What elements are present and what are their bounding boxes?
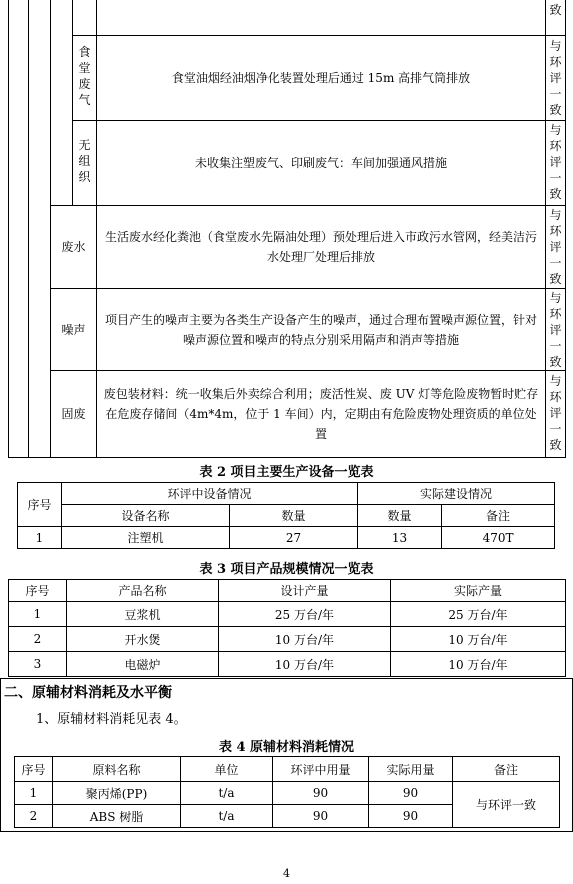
table-row (15, 782, 560, 805)
table2-header-note: 备注 (442, 505, 555, 527)
table-row (9, 602, 566, 627)
table4-cell: 90 (273, 782, 369, 805)
section-heading: 二、原辅材料消耗及水平衡 (4, 685, 172, 701)
table3-header: 产品名称 (67, 580, 219, 602)
table3-cell: 25 万台/年 (219, 602, 391, 627)
measure-cell: 未收集注塑废气、印刷废气：车间加强通风措施 (194, 156, 447, 170)
table2-header-name: 设备名称 (62, 505, 230, 527)
table3-cell: 10 万台/年 (391, 652, 566, 677)
table4-cell: 1 (15, 782, 53, 805)
table3-cell: 1 (9, 602, 67, 627)
table3-cell: 10 万台/年 (219, 627, 391, 652)
table3-header: 设计产量 (219, 580, 391, 602)
table-row (18, 527, 555, 549)
table3-caption: 表 3 项目产品规模情况一览表 (199, 562, 374, 577)
table4-cell: 90 (369, 805, 453, 828)
table4-caption: 表 4 原辅材料消耗情况 (218, 740, 355, 755)
table3-header: 实际产量 (391, 580, 566, 602)
table4-cell: 聚丙烯(PP) (53, 782, 181, 805)
table2-cell: 1 (18, 527, 62, 549)
status-cell: 与 环 评 一 致 (549, 291, 562, 369)
measure-cell: 生活废水经化粪池（食堂废水先隔油处理）预处理后进入市政污水管网，经美洁污水处理厂处理后排放 (104, 230, 537, 264)
table-row (9, 652, 566, 677)
category-cell: 固废 (61, 407, 86, 421)
measure-cell: 废包装材料：统一收集后外卖综合利用；废活性炭、废 UV 灯等危险废物暂时贮存在危废存储间（4m*4m，位于 1 车间）内，定期由有危险废物处理资质的单位处置 (103, 387, 539, 441)
table4-cell: 2 (15, 805, 53, 828)
table3-header: 序号 (9, 580, 67, 602)
table4-header: 单位 (181, 757, 273, 782)
table3 (8, 579, 566, 677)
measure-cell: 食堂油烟经油烟净化装置处理后通过 15m 高排气筒排放 (171, 71, 471, 85)
table3-cell: 开水煲 (67, 627, 219, 652)
table2-header-seq: 序号 (18, 483, 62, 527)
category-cell: 无 组 织 (78, 138, 91, 184)
table3-cell: 3 (9, 652, 67, 677)
table4-header: 备注 (453, 757, 560, 782)
category-cell: 食 堂 废 气 (78, 45, 91, 107)
table2 (17, 482, 555, 549)
table4-cell: 90 (369, 782, 453, 805)
table2-header-actual: 实际建设情况 (358, 483, 555, 505)
table-row (9, 627, 566, 652)
table4 (14, 756, 560, 828)
table4-header: 实际用量 (369, 757, 453, 782)
table2-cell: 470T (442, 527, 555, 549)
table2-cell: 注塑机 (62, 527, 230, 549)
table2-cell: 27 (230, 527, 358, 549)
section-paragraph: 1、原辅材料消耗见表 4。 (36, 712, 187, 727)
status-cell: 与 环 评 一 致 (549, 374, 562, 452)
table4-cell: t/a (181, 782, 273, 805)
table4-note: 与环评一致 (453, 782, 560, 828)
category-cell: 噪声 (61, 322, 86, 337)
table3-cell: 10 万台/年 (219, 652, 391, 677)
table4-cell: t/a (181, 805, 273, 828)
page-number: 4 (283, 867, 290, 880)
status-cell: 与 环 评 一 致 (549, 123, 562, 201)
table3-cell: 10 万台/年 (391, 627, 566, 652)
table3-cell: 25 万台/年 (391, 602, 566, 627)
table4-cell: 90 (273, 805, 369, 828)
status-cell: 与 环 评 一 致 (549, 39, 562, 117)
category-cell: 废水 (61, 240, 86, 254)
measure-cell: 项目产生的噪声主要为各类生产设备产生的噪声，通过合理布置噪声源位置，针对噪声源位置和噪声的特点分别采用隔声和消声等措施 (104, 312, 537, 347)
status-cell: 与 环 评 一 致 (549, 208, 562, 286)
table3-cell: 2 (9, 627, 67, 652)
table4-header: 环评中用量 (273, 757, 369, 782)
table4-cell: ABS 树脂 (53, 805, 181, 828)
table2-header-qty-eia: 数量 (230, 505, 358, 527)
table2-caption: 表 2 项目主要生产设备一览表 (199, 465, 374, 480)
status-cell: 致 (549, 3, 562, 17)
table2-header-qty-actual: 数量 (358, 505, 442, 527)
table3-cell: 豆浆机 (67, 602, 219, 627)
table4-header: 原料名称 (53, 757, 181, 782)
table2-cell: 13 (358, 527, 442, 549)
table3-cell: 电磁炉 (67, 652, 219, 677)
table4-header: 序号 (15, 757, 53, 782)
table2-header-eia: 环评中设备情况 (62, 483, 358, 505)
